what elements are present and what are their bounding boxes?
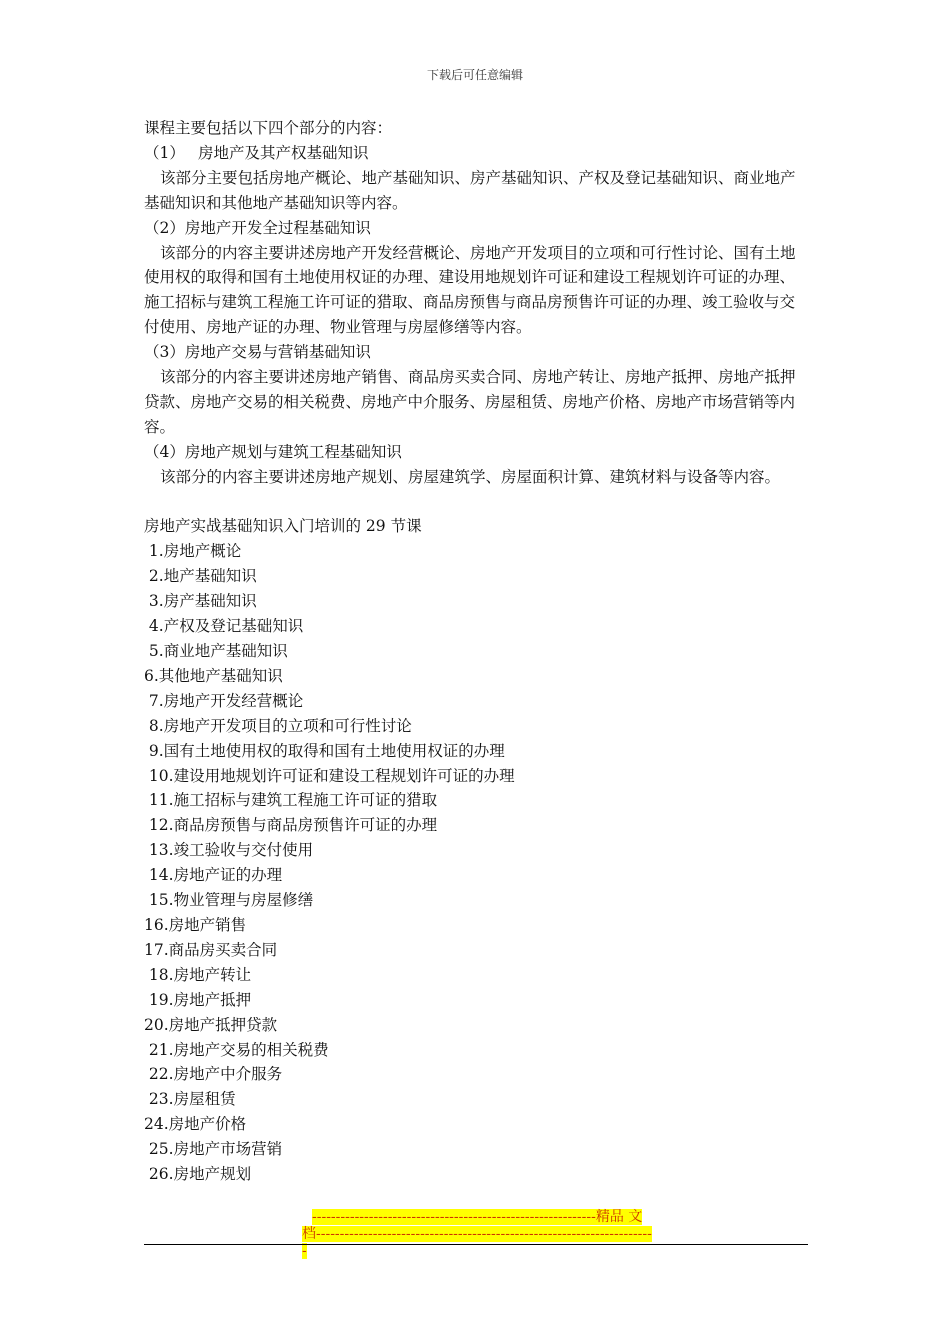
section-4-description: 该部分的内容主要讲述房地产规划、房屋建筑学、房屋面积计算、建筑材料与设备等内容。 <box>160 467 781 486</box>
section-3-description: 该部分的内容主要讲述房地产销售、商品房买卖合同、房地产转让、房地产抵押、房地产抵押贷款、房地产交易的相关税费、房地产中介服务、房屋租赁、房地产价格、房地产市场营销等内容。 <box>144 368 796 436</box>
course-list-item: 19.房地产抵押 <box>144 990 252 1009</box>
course-list-item: 22.房地产中介服务 <box>144 1065 283 1084</box>
course-list-item: 10.建设用地规划许可证和建设工程规划许可证的办理 <box>144 766 515 785</box>
course-list-item: 25.房地产市场营销 <box>144 1140 283 1159</box>
course-list-item: 9.国有土地使用权的取得和国有土地使用权证的办理 <box>144 741 505 760</box>
section-1-description: 该部分主要包括房地产概论、地产基础知识、房产基础知识、产权及登记基础知识、商业地产基础知识和其他地产基础知识等内容。 <box>144 168 796 212</box>
course-list-item: 24.房地产价格 <box>144 1115 247 1134</box>
course-list-item: 1.房地产概论 <box>144 542 242 561</box>
blank-line <box>144 490 808 515</box>
section-1-title: 房地产及其产权基础知识 <box>198 143 369 162</box>
course-list-item: 2.地产基础知识 <box>144 567 257 586</box>
section-1-heading <box>144 141 808 166</box>
course-list <box>144 539 808 1187</box>
section-3-heading: （3）房地产交易与营销基础知识 <box>144 343 371 362</box>
intro-paragraph: 课程主要包括以下四个部分的内容： <box>144 119 393 137</box>
section-2-heading: （2）房地产开发全过程基础知识 <box>144 218 371 237</box>
course-list-item: 12.商品房预售与商品房预售许可证的办理 <box>144 816 438 835</box>
course-list-item: 13.竣工验收与交付使用 <box>144 841 314 860</box>
footer-line-2: 档------------------------------------------------------------------------ <box>302 1226 652 1259</box>
course-list-item: 5.商业地产基础知识 <box>144 642 288 661</box>
document-body <box>144 116 808 1187</box>
course-list-item: 15.物业管理与房屋修缮 <box>144 891 314 910</box>
course-list-item: 20.房地产抵押贷款 <box>144 1015 278 1034</box>
course-list-item: 11.施工招标与建筑工程施工许可证的猎取 <box>144 791 438 810</box>
footer-line-1: ------------------------------------------------------------精品 文 <box>312 1209 643 1225</box>
course-list-title: 房地产实战基础知识入门培训的 29 节课 <box>144 517 422 536</box>
course-list-item: 7.房地产开发经营概论 <box>144 691 304 710</box>
course-list-item: 6.其他地产基础知识 <box>144 666 283 685</box>
course-list-item: 8.房地产开发项目的立项和可行性讨论 <box>144 716 412 735</box>
course-list-item: 26.房地产规划 <box>144 1165 252 1184</box>
section-1-number: （1） <box>144 143 185 162</box>
course-list-item: 21.房地产交易的相关税费 <box>144 1040 329 1059</box>
course-list-item: 14.房地产证的办理 <box>144 866 283 885</box>
section-2-description: 该部分的内容主要讲述房地产开发经营概论、房地产开发项目的立项和可行性讨论、国有土地使用权的取得和国有土地使用权证的办理、建设用地规划许可证和建设工程规划许可证的办理、施工招标与建筑工程施工许可证的猎取、商品房预售与商品房预售许可证的办理、竣工验收与交付使用、房地产证的办理、物业管理与房屋修缮等内容。 <box>144 243 796 337</box>
page-header: 下载后可任意编辑 <box>426 68 523 82</box>
course-list-item: 17.商品房买卖合同 <box>144 940 278 959</box>
footer-divider <box>144 1244 808 1245</box>
course-list-item: 16.房地产销售 <box>144 915 247 934</box>
course-list-item: 4.产权及登记基础知识 <box>144 617 304 636</box>
course-list-item: 3.房产基础知识 <box>144 592 257 611</box>
footer-banner <box>302 1209 652 1260</box>
course-list-item: 23.房屋租赁 <box>144 1090 236 1109</box>
section-4-heading: （4）房地产规划与建筑工程基础知识 <box>144 442 402 461</box>
course-list-item: 18.房地产转让 <box>144 965 252 984</box>
